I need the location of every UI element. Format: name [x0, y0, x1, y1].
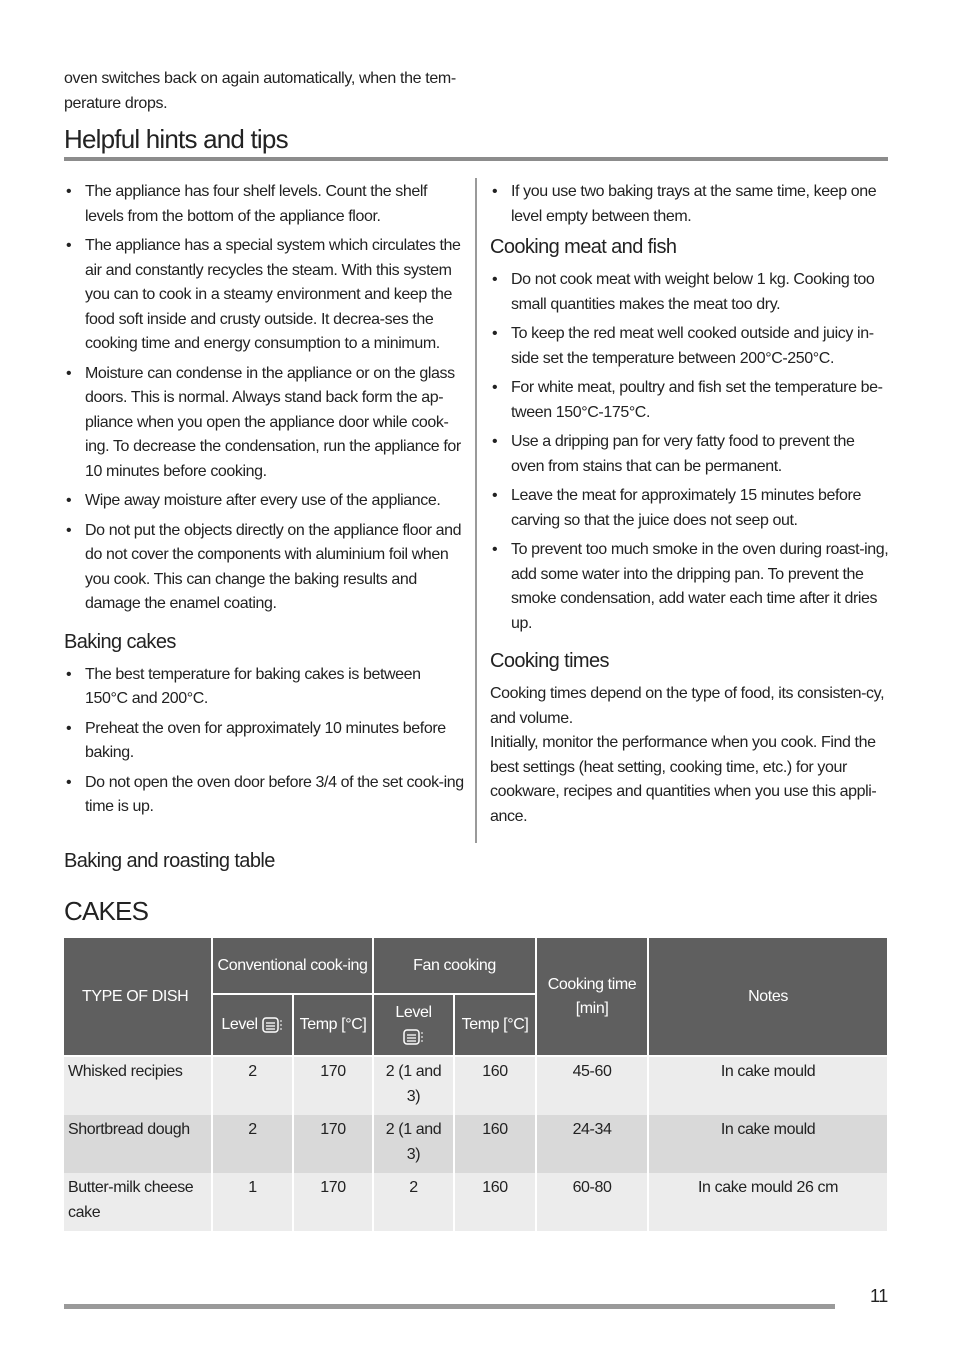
list-item: • Leave the meat for approximately 15 minutes before carving so that the juice does not seep out.: [490, 484, 890, 533]
cell-dish: Butter-milk cheese cake: [64, 1173, 212, 1231]
cell-fan-level: 2: [373, 1173, 454, 1231]
cell-conv-temp: 170: [293, 1115, 373, 1173]
header-cooking-time: Cooking time [min]: [536, 938, 648, 1056]
header-fan: Fan cooking: [373, 938, 536, 994]
list-item: • Do not cook meat with weight below 1 kg. Cooking too small quantities makes the meat too dry.: [490, 268, 890, 317]
cakes-heading: CAKES: [64, 896, 149, 926]
left-column: [64, 180, 464, 825]
shelf-level-icon: [403, 1028, 425, 1046]
cell-dish: Shortbread dough: [64, 1115, 212, 1173]
header-type-of-dish: TYPE OF DISH: [64, 938, 212, 1056]
cakes-table: [64, 938, 887, 1231]
intro-text: oven switches back on again automatically, when the tem-perature drops.: [64, 70, 456, 112]
baking-cakes-heading: Baking cakes: [64, 630, 176, 653]
list-item: • The best temperature for baking cakes is between 150°C and 200°C.: [64, 663, 464, 712]
cell-time: 60-80: [536, 1173, 648, 1231]
cell-conv-temp: 170: [293, 1056, 373, 1115]
table-heading: Baking and roasting table: [64, 850, 275, 872]
table-row: [64, 1173, 887, 1231]
header-conventional: Conventional cook-ing: [212, 938, 373, 994]
list-item: • To keep the red meat well cooked outside and juicy in-side set the temperature between 200°C-250°C.: [490, 322, 890, 371]
cell-fan-level: 2 (1 and 3): [373, 1056, 454, 1115]
list-item: • Use a dripping pan for very fatty food to prevent the oven from stains that can be permanent.: [490, 430, 890, 479]
header-notes: Notes: [648, 938, 887, 1056]
cooking-meat-heading: Cooking meat and fish: [490, 236, 677, 258]
table-row: [64, 1056, 887, 1115]
list-item: • To prevent too much smoke in the oven during roast-ing, add some water into the dripping pan. To prevent the smoke condensation, add water each time after it dries up.: [490, 538, 890, 636]
cooking-meat-list: [490, 268, 890, 636]
header-fan-level: [373, 994, 454, 1056]
baking-cakes-list: [64, 663, 464, 820]
cooking-times-paragraph: Cooking times depend on the type of food, its consisten-cy, and volume.: [490, 685, 885, 727]
column-divider: [475, 178, 477, 843]
cell-conv-level: 2: [212, 1056, 293, 1115]
cell-fan-temp: 160: [454, 1056, 536, 1115]
header-fan-temp: Temp [°C]: [454, 994, 536, 1056]
section-divider: [64, 157, 888, 161]
list-item: • Moisture can condense in the appliance or on the glass doors. This is normal. Always stand back form the ap-pliance when you open the appliance door while cook-ing. To decrease the condensation, run the appliance for 10 minutes before cooking.: [64, 362, 464, 485]
list-item: • Do not open the oven door before 3/4 of the set cook-ing time is up.: [64, 771, 464, 820]
cooking-times-heading: Cooking times: [490, 650, 609, 672]
cell-dish: Whisked recipies: [64, 1056, 212, 1115]
list-item: • For white meat, poultry and fish set the temperature be-tween 150°C-175°C.: [490, 376, 890, 425]
cell-conv-level: 2: [212, 1115, 293, 1173]
shelf-level-icon: [262, 1016, 284, 1034]
right-column: [490, 180, 890, 829]
hints-list: [64, 180, 464, 617]
trays-list: [490, 180, 890, 229]
list-item: • Wipe away moisture after every use of the appliance.: [64, 489, 464, 514]
cell-time: 24-34: [536, 1115, 648, 1173]
list-item: • Preheat the oven for approximately 10 minutes before baking.: [64, 717, 464, 766]
cell-notes: In cake mould: [648, 1115, 887, 1173]
cell-fan-temp: 160: [454, 1173, 536, 1231]
page-number: 11: [870, 1286, 888, 1306]
header-conv-temp: Temp [°C]: [293, 994, 373, 1056]
list-item: • The appliance has a special system which circulates the air and constantly recycles the steam. With this system you can to cook in a steamy environment and keep the food soft inside and crusty outside. It decrea-ses the cooking time and energy consumption to a minimum.: [64, 234, 464, 357]
list-item: • If you use two baking trays at the same time, keep one level empty between them.: [490, 180, 890, 229]
section-title: Helpful hints and tips: [64, 124, 288, 154]
table-row: [64, 1115, 887, 1173]
cooking-times-paragraph: Initially, monitor the performance when you cook. Find the best settings (heat setting, cooking time, etc.) for your cookware, recipes and quantities when you use this appli-ance.: [490, 734, 877, 825]
footer-divider: [64, 1304, 835, 1309]
header-level-label: Level: [221, 1016, 258, 1033]
cell-fan-temp: 160: [454, 1115, 536, 1173]
header-conv-level: [212, 994, 293, 1056]
cell-conv-temp: 170: [293, 1173, 373, 1231]
header-level-label: Level: [395, 1004, 432, 1021]
cell-fan-level: 2 (1 and 3): [373, 1115, 454, 1173]
list-item: • Do not put the objects directly on the appliance floor and do not cover the components with aluminium foil when you cook. This can change the baking results and damage the enamel coating.: [64, 519, 464, 617]
cell-time: 45-60: [536, 1056, 648, 1115]
cell-notes: In cake mould: [648, 1056, 887, 1115]
cell-notes: In cake mould 26 cm: [648, 1173, 887, 1231]
cell-conv-level: 1: [212, 1173, 293, 1231]
list-item: • The appliance has four shelf levels. Count the shelf levels from the bottom of the appliance floor.: [64, 180, 464, 229]
